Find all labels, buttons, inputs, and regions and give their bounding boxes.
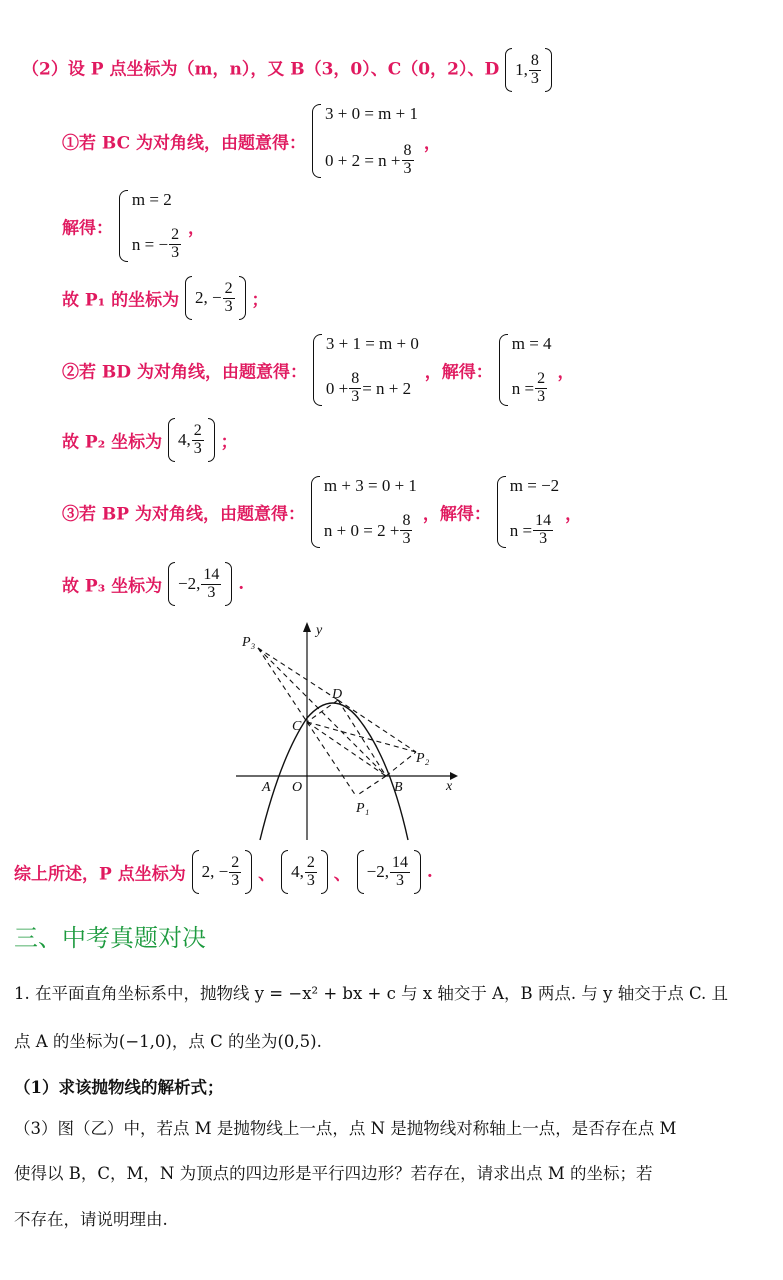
case3-label: ③若 BP 为对角线，由题意得：	[62, 504, 305, 525]
case1-result-tail: ；	[251, 290, 269, 311]
dash-B-P2	[386, 752, 416, 776]
case1-solve-label: 解得：	[62, 218, 113, 239]
summary-P2-num: 2	[306, 853, 315, 871]
summary-P3-fraction	[390, 855, 410, 890]
case1-sol2-fraction	[169, 227, 181, 262]
case1-tail: ，	[423, 133, 441, 154]
case1-sol1: m = 2	[131, 190, 172, 209]
case2-sol2-den: 3	[537, 388, 546, 406]
question-1: （1）求该抛物线的解析式；	[14, 1078, 224, 1097]
P3-coord	[168, 562, 232, 606]
case1-eq2-num: 8	[403, 142, 412, 160]
case2-sol-tail: ，	[557, 362, 575, 383]
case1-eq2-lhs: 0 + 2 = n +	[324, 150, 401, 170]
summary-sep1: 、	[258, 864, 276, 885]
summary-tail: .	[426, 862, 433, 882]
D-y-num: 8	[530, 51, 539, 69]
dash-B-P1	[356, 776, 386, 796]
label-P1: P₁	[356, 801, 370, 816]
case2-eq2-num: 8	[351, 370, 360, 388]
case3-sol2-num: 14	[535, 512, 552, 530]
summary-P1-x: 2, −	[201, 862, 229, 881]
case3-setup	[62, 476, 582, 548]
case1-eq1: 3 + 0 = m + 1	[324, 104, 418, 123]
problem-line1: 1. 在平面直角坐标系中，抛物线 y = −x² + bx + c 与 x 轴交于 A，B 两点. 与 y 轴交于点 C. 且	[14, 984, 728, 1003]
case2-system	[313, 334, 419, 406]
parabola-curve	[260, 703, 408, 840]
case1-result-label: 故 P₁ 的坐标为	[62, 290, 180, 311]
question-3-line1: （3）图（乙）中，若点 M 是抛物线上一点，点 N 是抛物线对称轴上一点，是否存在点 M	[14, 1119, 677, 1138]
case3-eq2-fraction	[400, 513, 412, 548]
P1-x: 2, −	[195, 288, 222, 307]
case1-eq2	[325, 143, 418, 178]
case1-label: ①若 BC 为对角线，由题意得：	[62, 133, 307, 154]
case3-eq2-den: 3	[402, 530, 411, 548]
P1-y-den: 3	[224, 297, 233, 315]
label-P2: P₂	[416, 751, 430, 766]
case1-sol2-den: 3	[171, 244, 180, 262]
summary-P3-den: 3	[396, 871, 404, 889]
P2-y-den: 3	[193, 439, 202, 457]
question-3-line2: 使得以 B，C，M，N 为顶点的四边形是平行四边形？若存在，请求出点 M 的坐标；若	[14, 1164, 653, 1183]
case1-sol2-lhs: n = −	[131, 234, 169, 254]
case3-eq1: m + 3 = 0 + 1	[323, 476, 417, 495]
label-C: C	[292, 719, 302, 734]
problem-line2: 点 A 的坐标为(−1,0)，点 C 的坐为(0,5).	[14, 1032, 322, 1051]
case3-eq2-num: 8	[402, 512, 411, 530]
P1-y-num: 2	[224, 279, 233, 297]
P3-y-den: 3	[207, 583, 216, 601]
summary-P2	[281, 850, 328, 894]
summary-P3	[357, 850, 421, 894]
summary-label: 综上所述，P 点坐标为	[14, 864, 186, 885]
case3-sol-tail: ，	[565, 504, 583, 525]
P2-coord	[168, 418, 215, 462]
case3-system	[311, 476, 417, 548]
case1-solution	[62, 190, 205, 262]
summary	[14, 850, 433, 894]
P3-y-fraction	[201, 567, 221, 602]
summary-P3-x: −2,	[366, 862, 389, 881]
point-D-coord	[505, 48, 552, 92]
D-y-fraction	[529, 53, 541, 88]
label-O: O	[292, 780, 303, 795]
case2-sol2-fraction	[535, 371, 547, 406]
case3-sol2-lhs: n =	[509, 520, 533, 540]
case1-system	[312, 104, 418, 178]
case3-result-label: 故 P₃ 坐标为	[62, 576, 163, 597]
case2-setup	[62, 334, 574, 406]
case3-eq2	[324, 513, 417, 548]
summary-P1-num: 2	[231, 853, 240, 871]
case3-eq2-lhs: n + 0 = 2 +	[323, 520, 400, 540]
case2-result-tail: ；	[220, 432, 238, 453]
case1-result	[62, 276, 269, 320]
case3-sol-system	[497, 476, 559, 548]
label-D: D	[332, 687, 343, 702]
case3-result	[62, 562, 244, 606]
case2-eq2-lhs: 0 +	[325, 378, 349, 398]
part2-prefix: （2）设	[22, 59, 85, 80]
case1-sol-system	[119, 190, 182, 262]
case2-sol2	[512, 371, 552, 406]
case2-sol2-num: 2	[537, 370, 546, 388]
label-y: y	[316, 623, 323, 638]
parabola-figure	[228, 618, 468, 843]
case2-eq2-den: 3	[351, 388, 360, 406]
case1-sol2-num: 2	[171, 226, 180, 244]
summary-P2-fraction	[305, 855, 317, 890]
case2-eq2-fraction	[349, 371, 361, 406]
P1-y-fraction	[223, 281, 235, 316]
summary-P1-den: 3	[231, 871, 240, 889]
case2-result	[62, 418, 238, 462]
section-title: 三、中考真题对决	[14, 924, 206, 952]
dash-D-P2	[338, 700, 416, 752]
case3-sol2	[510, 513, 559, 548]
dash-C-P1	[307, 722, 356, 796]
case1-sol-tail: ，	[188, 218, 206, 239]
case1-setup	[62, 104, 441, 178]
case2-sol-system	[499, 334, 552, 406]
P2-y-fraction	[192, 423, 204, 458]
summary-P2-x: 4,	[291, 862, 304, 881]
y-axis-arrow	[303, 622, 311, 632]
part2-intro	[22, 48, 552, 92]
summary-P3-num: 14	[392, 853, 408, 871]
P2-y-num: 2	[193, 421, 202, 439]
case1-eq2-fraction	[402, 143, 414, 178]
label-x: x	[446, 779, 453, 794]
P2-x: 4,	[178, 430, 191, 449]
summary-sep2: 、	[333, 864, 351, 885]
case3-sol1: m = −2	[509, 476, 560, 495]
dash-P3-C	[258, 648, 307, 722]
P1-coord	[185, 276, 246, 320]
case2-label: ②若 BD 为对角线，由题意得：	[62, 362, 307, 383]
label-A: A	[262, 780, 271, 795]
label-B: B	[394, 780, 403, 795]
case2-eq1: 3 + 1 = m + 0	[325, 334, 419, 353]
part2-text: P 点坐标为（m，n），又 B（3，0）、C（0，2）、D	[90, 59, 500, 80]
summary-P1-fraction	[229, 855, 241, 890]
case3-result-tail: .	[238, 574, 245, 594]
D-x: 1,	[515, 60, 528, 79]
dash-D-B	[338, 700, 386, 776]
case3-sol2-den: 3	[539, 530, 548, 548]
case2-sol2-lhs: n =	[511, 378, 535, 398]
D-y-den: 3	[530, 69, 539, 87]
dash-C-B	[307, 722, 386, 776]
P3-x: −2,	[178, 574, 201, 593]
case1-eq2-den: 3	[403, 160, 412, 178]
summary-P2-den: 3	[306, 871, 315, 889]
label-P3: P₃	[242, 635, 256, 650]
case2-eq2-rhs: = n + 2	[362, 378, 412, 398]
case2-sol1: m = 4	[511, 334, 552, 353]
case2-solve-label: ，解得：	[424, 362, 493, 383]
summary-P1	[192, 850, 253, 894]
case3-solve-label: ，解得：	[422, 504, 491, 525]
case2-result-label: 故 P₂ 坐标为	[62, 432, 163, 453]
case1-sol2	[132, 227, 182, 262]
case2-eq2	[326, 371, 419, 406]
question-3-line3: 不存在，请说明理由.	[14, 1210, 168, 1229]
case3-sol2-fraction	[533, 513, 553, 548]
dash-P3-D	[258, 648, 338, 700]
P3-y-num: 14	[203, 565, 220, 583]
